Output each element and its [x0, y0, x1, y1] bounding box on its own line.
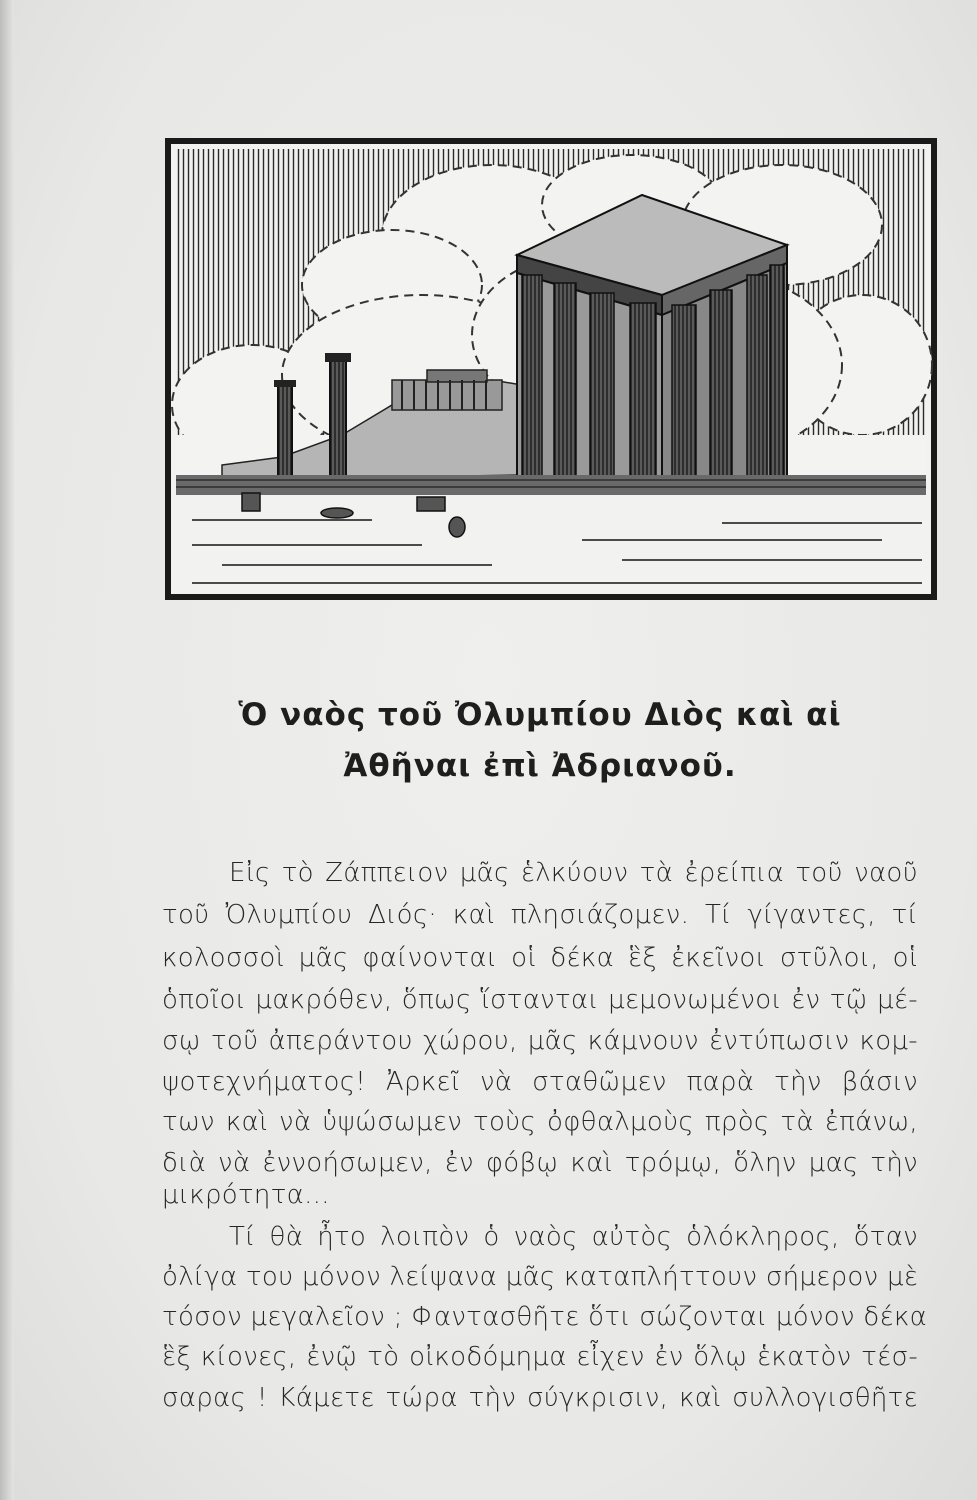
paragraph-1-line-8: διὰ νὰ ἐννοήσωμεν, ἐν φόβῳ καὶ τρόμῳ, ὅλην μας τὴν [162, 1148, 918, 1178]
paragraph-1-line-1: Εἰς τὸ Ζάππειον μᾶς ἑλκύουν τὰ ἐρείπια τοῦ ναοῦ [229, 858, 918, 888]
paragraph-1-line-4: ὁποῖοι μακρόθεν, ὅπως ἵστανται μεμονωμένοι ἐν τῷ μέ- [162, 985, 918, 1015]
paragraph-2-line-2: ὀλίγα του μόνον λείψανα μᾶς καταπλήττουν σήμερον μὲ [162, 1262, 919, 1292]
paragraph-1-line-9: μικρότητα... [162, 1180, 330, 1210]
paragraph-2-line-5: σαρας ! Κάμετε τώρα τὴν σύγκρισιν, καὶ συλλογισθῆτε [162, 1383, 918, 1413]
paragraph-1-line-6: ψοτεχνήματος! Ἀρκεῖ νὰ σταθῶμεν παρὰ τὴν βάσιν [162, 1067, 918, 1097]
paragraph-1-line-3: κολοσσοὶ μᾶς φαίνονται οἱ δέκα ἓξ ἐκεῖνοι στῦλοι, οἱ [162, 943, 918, 973]
illustration-caption-line-1: Ὁ ναὸς τοῦ Ὀλυμπίου Διὸς καὶ αἱ [238, 697, 842, 733]
paragraph-2-line-1: Τί θὰ ἦτο λοιπὸν ὁ ναὸς αὐτὸς ὁλόκληρος, ὅταν [229, 1222, 918, 1252]
page-gutter-shadow [0, 0, 14, 1500]
paragraph-1-line-5: σῳ τοῦ ἀπεράντου χώρου, μᾶς κάμνουν ἐντύπωσιν κομ- [162, 1026, 918, 1056]
illustration-caption-line-2: Ἀθῆναι ἐπὶ Ἀδριανοῦ. [343, 748, 737, 784]
paragraph-1-line-7: των καὶ νὰ ὑψώσωμεν τοὺς ὀφθαλμοὺς πρὸς τὰ ἐπάνω, [162, 1107, 918, 1137]
temple-of-olympian-zeus-illustration [162, 135, 942, 605]
paragraph-2-line-4: ἓξ κίονες, ἐνῷ τὸ οἰκοδόμημα εἶχεν ἐν ὅλῳ ἑκατὸν τέσ- [162, 1342, 918, 1372]
paragraph-2-line-3: τόσον μεγαλεῖον ; Φαντασθῆτε ὅτι σώζονται μόνον δέκα [162, 1302, 928, 1332]
paragraph-1-line-2: τοῦ Ὀλυμπίου Διός· καὶ πλησιάζομεν. Τί γίγαντες, τί [162, 900, 918, 930]
